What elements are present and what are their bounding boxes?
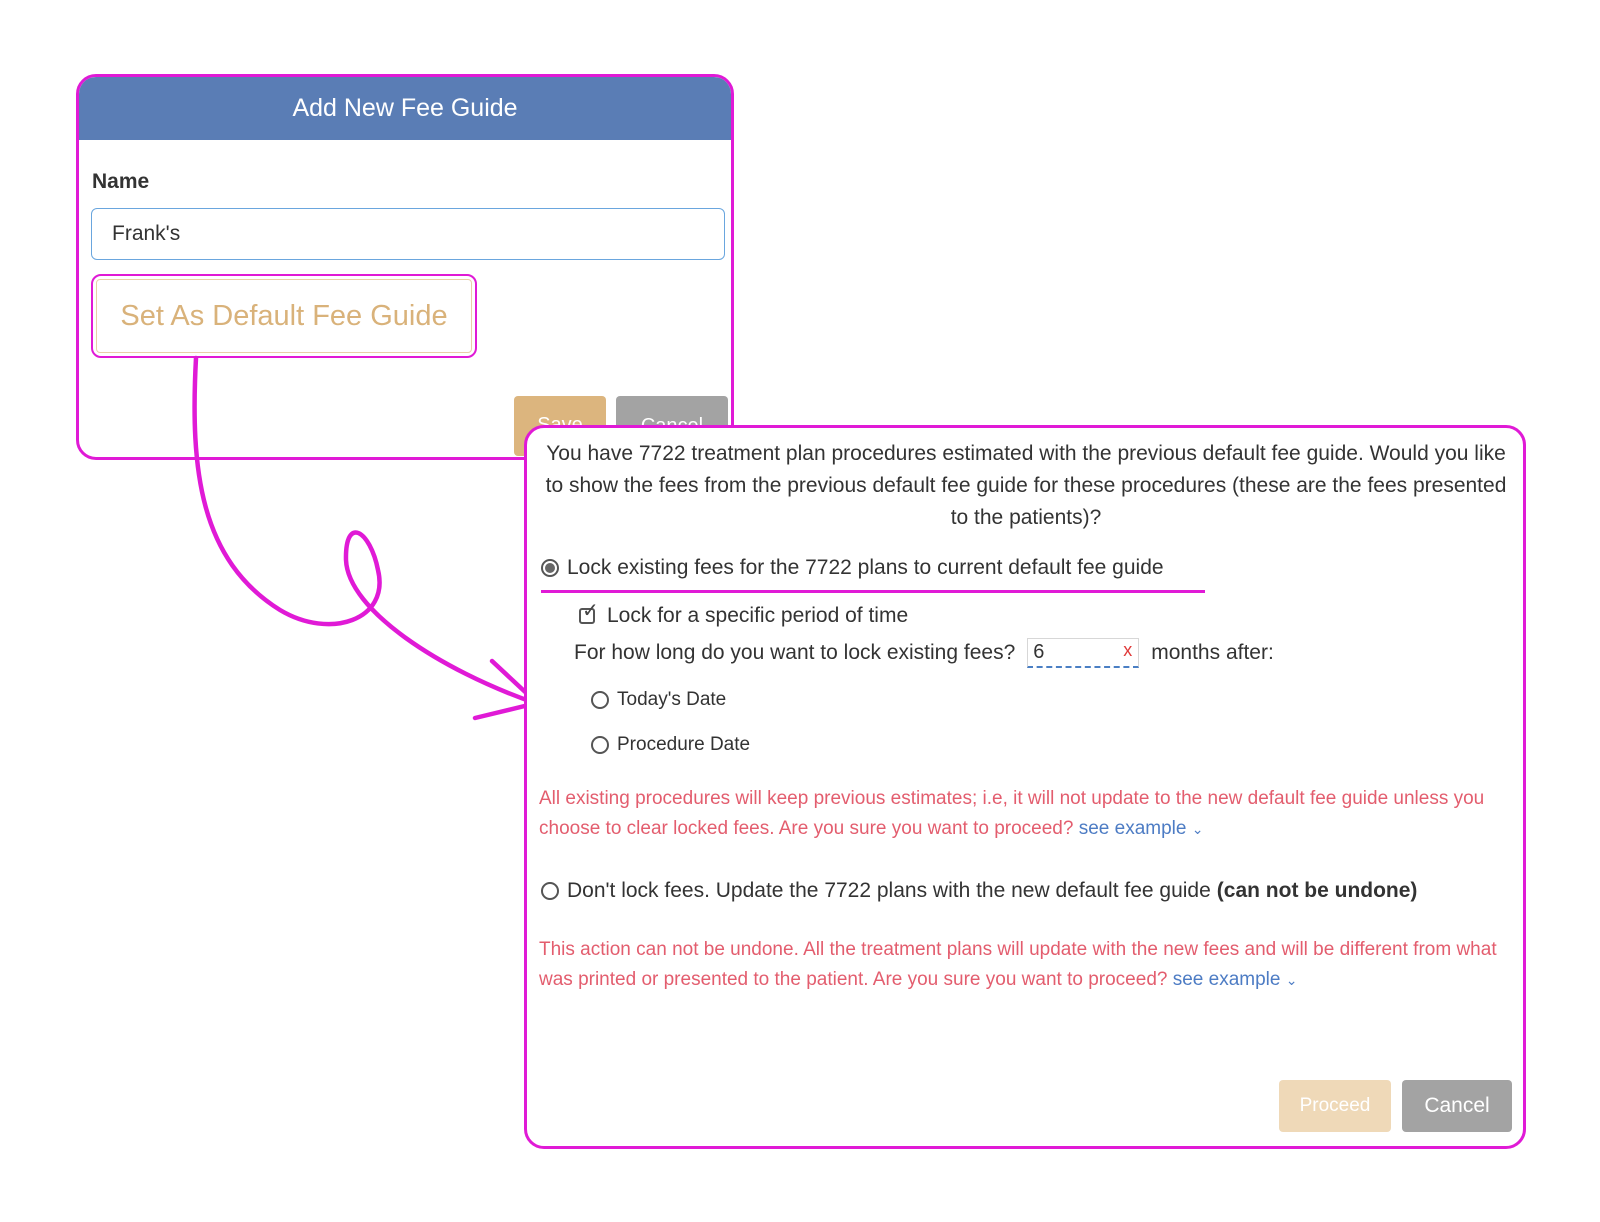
dialog-title: Add New Fee Guide — [292, 94, 518, 122]
chevron-down-icon: ⌄ — [1191, 821, 1204, 837]
lock-period-row[interactable] — [579, 600, 909, 628]
lock-option-label: Lock existing fees for the 7722 plans to current default fee guide — [567, 556, 1164, 579]
dont-lock-option-row[interactable] — [541, 879, 1417, 903]
dialog-header — [79, 77, 731, 140]
name-input[interactable] — [91, 208, 725, 260]
duration-prompt: For how long do you want to lock existing fees? — [574, 641, 1016, 664]
set-default-fee-guide-button[interactable]: Set As Default Fee Guide — [96, 279, 472, 353]
procedure-date-radio[interactable] — [591, 736, 609, 754]
default-button-highlight — [91, 274, 477, 358]
duration-suffix: months after: — [1151, 641, 1274, 664]
chevron-down-icon: ⌄ — [1285, 972, 1298, 988]
lock-option-row[interactable] — [541, 556, 1164, 580]
lock-option-underline — [541, 590, 1205, 593]
dont-lock-label: Don't lock fees. Update the 7722 plans with the new default fee guide — [567, 879, 1211, 902]
duration-input[interactable] — [1027, 638, 1139, 668]
duration-value: 6 — [1033, 641, 1045, 663]
lock-question: You have 7722 treatment plan procedures estimated with the previous default fee guide. Would you like to show the fees from the previous default fee guide for these procedures (these are the fees presented to the patients)? — [545, 442, 1507, 529]
lock-period-label: Lock for a specific period of time — [607, 604, 909, 627]
clear-icon[interactable]: x — [1123, 640, 1133, 660]
dont-lock-radio[interactable] — [541, 882, 559, 900]
check-icon: ✓ — [582, 600, 599, 622]
proceed-button[interactable]: Proceed — [1279, 1080, 1391, 1132]
dont-lock-warning — [539, 935, 1499, 995]
duration-row — [574, 638, 1274, 668]
lock-radio[interactable] — [541, 559, 559, 577]
lock-period-checkbox[interactable] — [579, 600, 599, 624]
see-example-link-2[interactable]: see example — [1172, 969, 1281, 990]
name-label: Name — [92, 170, 150, 193]
procedure-date-label: Procedure Date — [617, 734, 751, 755]
dont-lock-warning-text: This action can not be undone. All the treatment plans will update with the new fees and will be different from what was printed or presented to the patient. Are you sure you want to proceed? — [539, 939, 1497, 990]
see-example-link[interactable]: see example — [1078, 818, 1187, 839]
today-date-radio[interactable] — [591, 691, 609, 709]
add-fee-guide-dialog — [76, 74, 734, 460]
lock-warning — [539, 784, 1499, 844]
cancel-button-2[interactable]: Cancel — [1402, 1080, 1512, 1132]
lock-warning-text: All existing procedures will keep previous estimates; i.e, it will not update to the new default fee guide unless you choose to clear locked fees. Are you sure you want to proceed? — [539, 788, 1485, 839]
today-date-label: Today's Date — [617, 689, 727, 710]
today-date-row[interactable] — [591, 689, 726, 711]
dont-lock-bold: (can not be undone) — [1216, 879, 1418, 902]
lock-fees-dialog — [524, 425, 1526, 1149]
procedure-date-row[interactable] — [591, 734, 750, 756]
